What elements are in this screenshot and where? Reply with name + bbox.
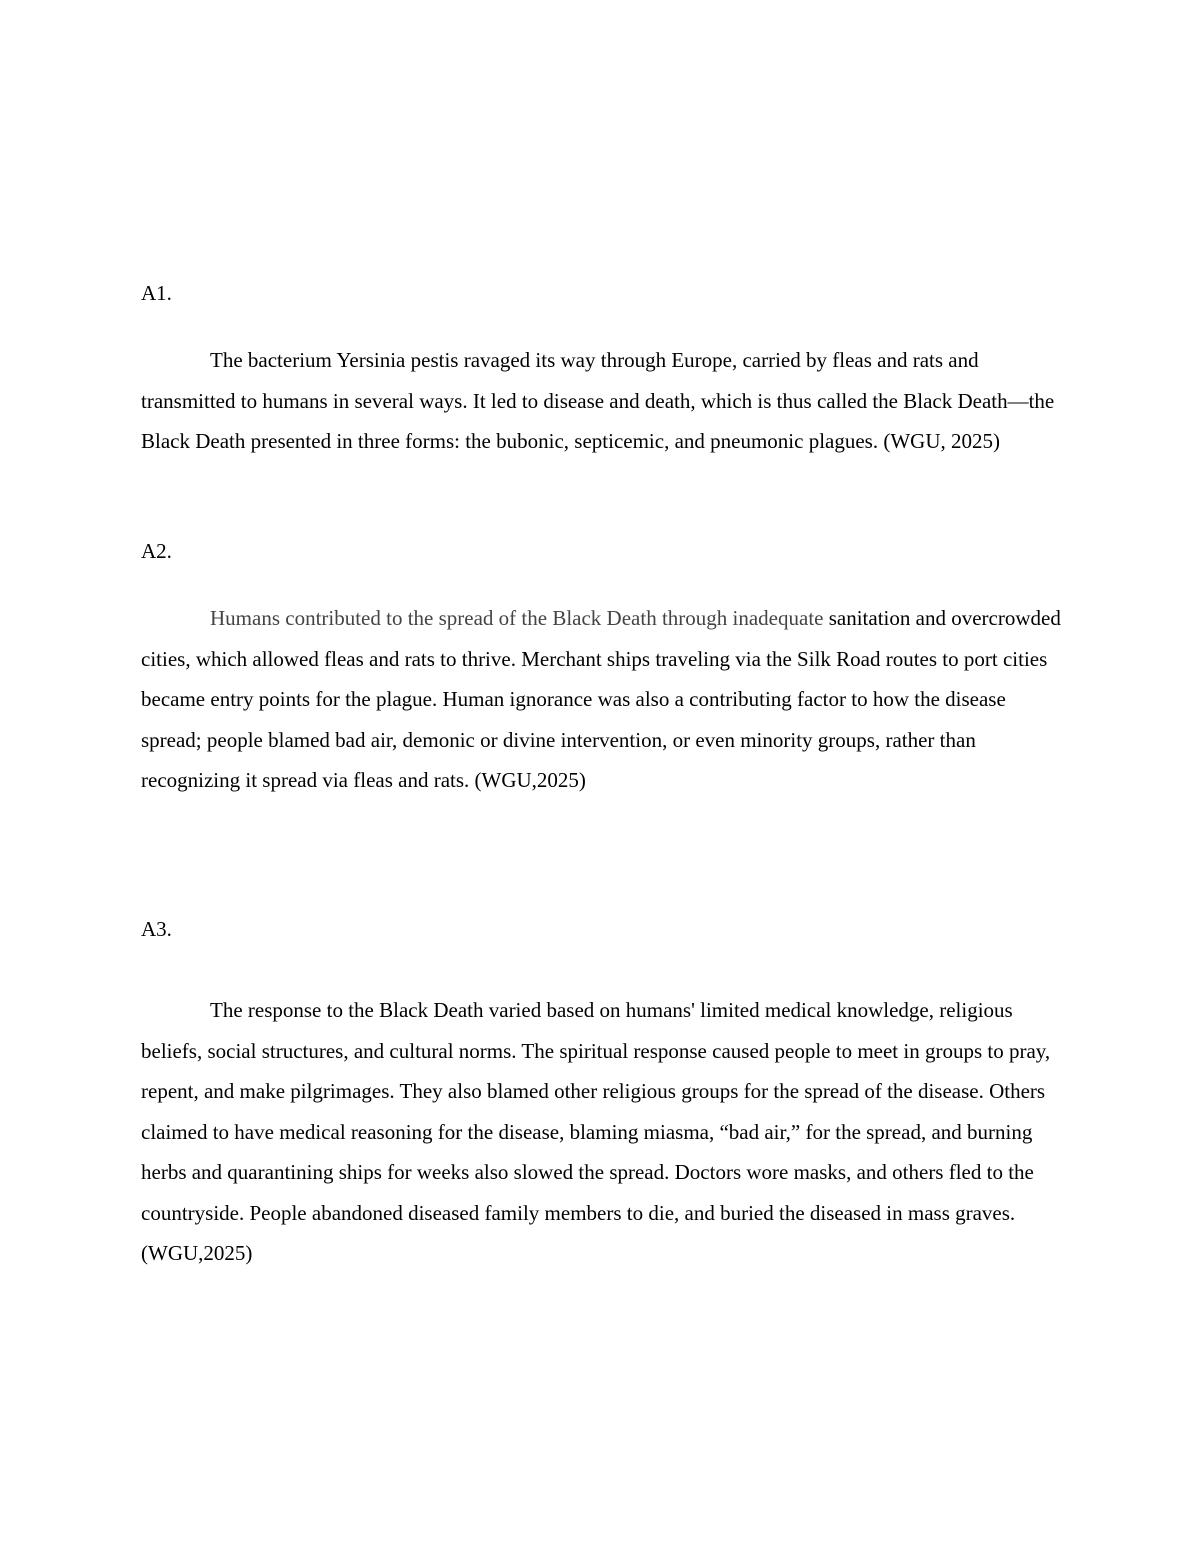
section-paragraph-a1: The bacterium Yersinia pestis ravaged its way through Europe, carried by fleas and rats and transmitted to humans in several ways. It led to disease and death, which is thus called the Black Death—the Black Death presented in three forms: the bubonic, septicemic, and pneumonic plagues. (WGU, 2025) [141, 348, 1055, 453]
section-paragraph-a2 [141, 598, 1071, 801]
section-heading-a1: A1. [141, 281, 172, 305]
section-paragraph-a3: The response to the Black Death varied based on humans' limited medical knowledge, religious beliefs, social structures, and cultural norms. The spiritual response caused people to meet in groups to pray, repent, and make pilgrimages. They also blamed other religious groups for the spread of the disease. Others claimed to have medical reasoning for the disease, blaming miasma, “bad air,” for the spread, and burning herbs and quarantining ships for weeks also slowed the spread. Doctors wore masks, and others fled to the countryside. People abandoned diseased family members to die, and buried the diseased in mass graves. (WGU,2025) [141, 998, 1051, 1265]
section-heading-a3: A3. [141, 917, 172, 941]
paragraph-lead-text: Humans contributed to the spread of the Black Death through inadequate [210, 606, 824, 630]
paragraph-body-text: sanitation and overcrowded cities, which allowed fleas and rats to thrive. Merchant ships traveling via the Silk Road routes to port cities became entry points for the plague. Human ignorance was also a contributing factor to how the disease spread; people blamed bad air, demonic or divine intervention, or even minority groups, rather than recognizing it spread via fleas and rats. (WGU,2025) [141, 606, 1061, 792]
section-heading-a2: A2. [141, 539, 172, 563]
